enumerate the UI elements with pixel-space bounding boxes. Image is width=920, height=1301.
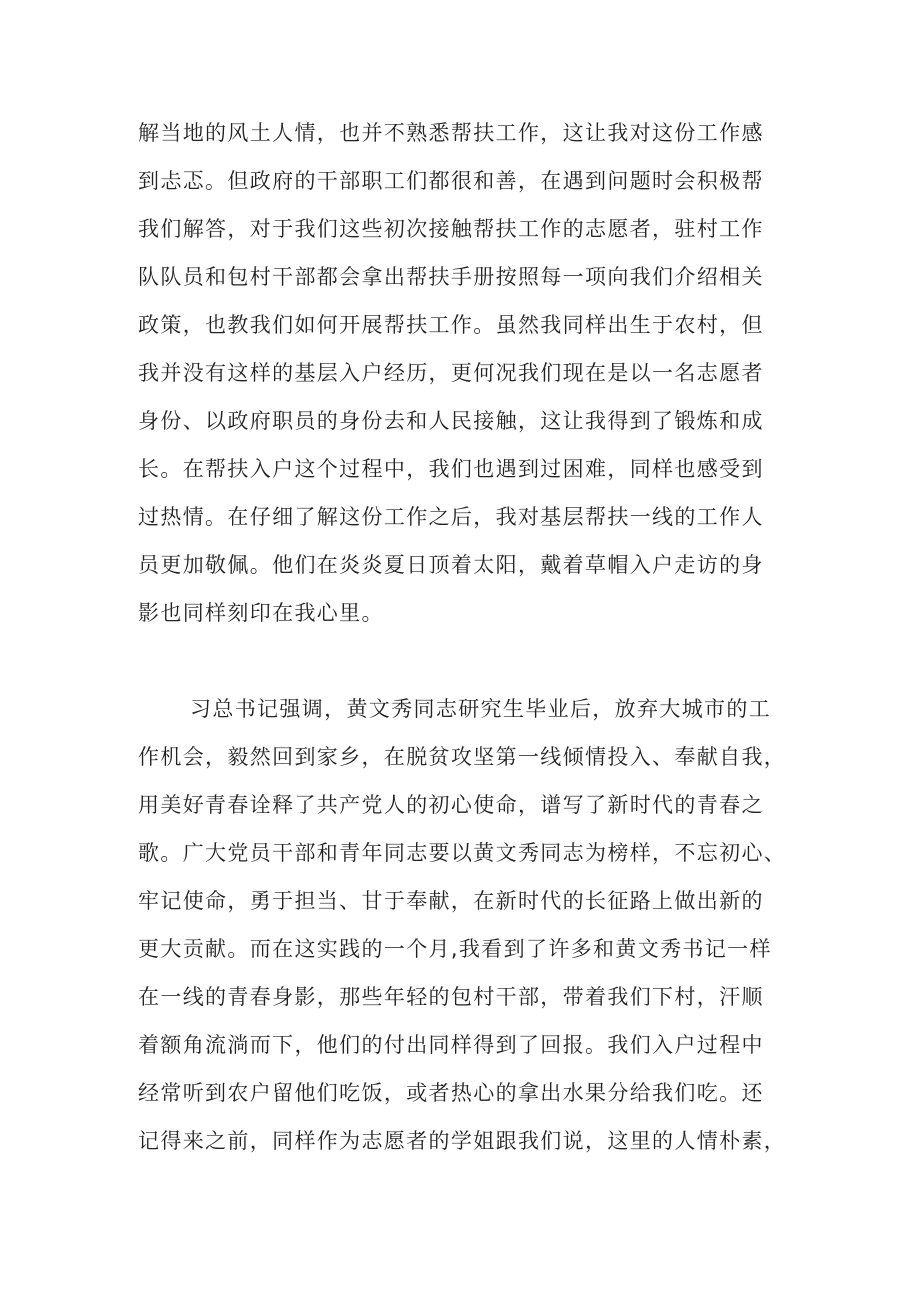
paragraph-2-line: 着额角流淌而下，他们的付出同样得到了回报。我们入户过程中 [138, 1033, 764, 1057]
paragraph-1-line: 身份、以政府职员的身份去和人民接触，这让我得到了锻炼和成 [138, 409, 764, 433]
paragraph-2-line: 歌。广大党员干部和青年同志要以黄文秀同志为榜样，不忘初心、 [138, 841, 787, 865]
paragraph-1-line: 队队员和包村干部都会拿出帮扶手册按照每一项向我们介绍相关 [138, 265, 764, 289]
paragraph-1-line: 到忐忑。但政府的干部职工们都很和善，在遇到问题时会积极帮 [138, 169, 764, 193]
paragraph-1-line: 解当地的风土人情，也并不熟悉帮扶工作，这让我对这份工作感 [138, 121, 764, 145]
paragraph-2-line: 记得来之前，同样作为志愿者的学姐跟我们说，这里的人情朴素， [138, 1129, 787, 1153]
paragraph-2-line: 作机会，毅然回到家乡，在脱贫攻坚第一线倾情投入、奉献自我， [138, 745, 787, 769]
paragraph-1-line: 员更加敬佩。他们在炎炎夏日顶着太阳，戴着草帽入户走访的身 [138, 553, 764, 577]
paragraph-1-line: 政策，也教我们如何开展帮扶工作。虽然我同样出生于农村，但 [138, 313, 764, 337]
paragraph-2-line: 习总书记强调，黄文秀同志研究生毕业后，放弃大城市的工 [190, 697, 772, 721]
paragraph-1-line: 过热情。在仔细了解这份工作之后，我对基层帮扶一线的工作人 [138, 505, 764, 529]
paragraph-1-line: 长。在帮扶入户这个过程中，我们也遇到过困难，同样也感受到 [138, 457, 764, 481]
paragraph-1-line: 我们解答，对于我们这些初次接触帮扶工作的志愿者，驻村工作 [138, 217, 764, 241]
paragraph-2-line: 牢记使命，勇于担当、甘于奉献，在新时代的长征路上做出新的 [138, 889, 764, 913]
paragraph-2-line: 在一线的青春身影，那些年轻的包村干部，带着我们下村，汗顺 [138, 985, 764, 1009]
paragraph-2-line: 经常听到农户留他们吃饭，或者热心的拿出水果分给我们吃。还 [138, 1081, 764, 1105]
paragraph-2-line: 更大贡献。而在这实践的一个月,我看到了许多和黄文秀书记一样 [138, 937, 772, 961]
paragraph-1-line: 我并没有这样的基层入户经历，更何况我们现在是以一名志愿者 [138, 361, 764, 385]
paragraph-1-line: 影也同样刻印在我心里。 [138, 601, 384, 625]
paragraph-2-line: 用美好青春诠释了共产党人的初心使命，谱写了新时代的青春之 [138, 793, 764, 817]
